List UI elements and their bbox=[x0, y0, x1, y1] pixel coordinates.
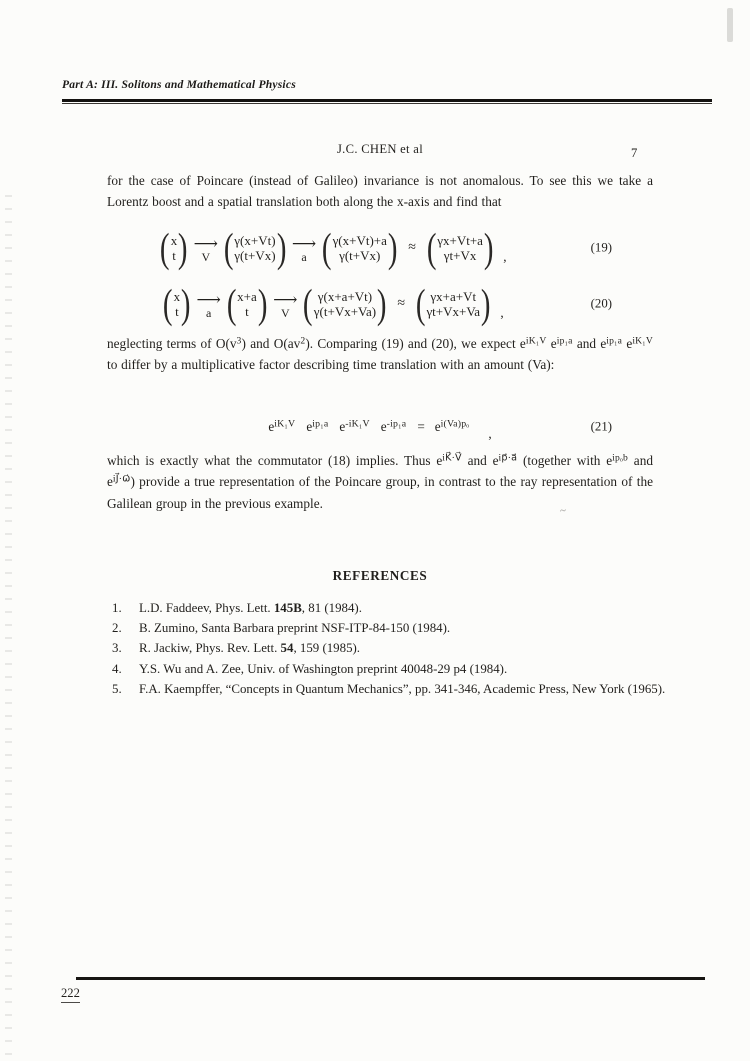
eq20-vector-2 bbox=[226, 280, 268, 327]
equation-number: (20) bbox=[590, 296, 612, 311]
paragraph-2: neglecting terms of $O(v^3)$ and $O(av^2)$. Comparing (19) and (20), we expect $e^{iK_1V}$ $e^{ip_1a}$ and $e^{ip_1a}$ $e^{iK_1V}$ to differ by a multiplicative factor describing time translation with an amount (Va): bbox=[107, 335, 653, 373]
exp-term: $e^{-ip_1a}$ bbox=[380, 418, 407, 434]
left-paren: ( bbox=[415, 280, 426, 327]
left-paren: ( bbox=[160, 224, 170, 271]
equation-number: (21) bbox=[590, 419, 612, 434]
reference-number: 2. bbox=[112, 621, 122, 636]
exp-term: $e^{-iK_1V}$ bbox=[339, 418, 370, 434]
arrow-icon: ⟶ bbox=[291, 233, 317, 253]
vector-top: γx+a+Vt bbox=[430, 288, 477, 304]
approx-sign: ≈ bbox=[397, 296, 406, 311]
reference-number: 1. bbox=[112, 601, 122, 615]
left-paren: ( bbox=[223, 224, 234, 271]
references-list bbox=[112, 601, 672, 702]
eq19-vector-3 bbox=[322, 224, 398, 271]
left-paren: ( bbox=[163, 280, 173, 327]
arrow-icon: ⟶ bbox=[196, 289, 221, 309]
arrow-label: a bbox=[205, 305, 212, 320]
vector-bottom: γ(t+Vx) bbox=[234, 248, 276, 263]
equation-20 bbox=[107, 275, 653, 333]
right-paren: ) bbox=[376, 280, 387, 327]
reference-item bbox=[112, 621, 672, 635]
references-heading: REFERENCES bbox=[332, 568, 428, 583]
vector-bottom: t bbox=[245, 304, 249, 319]
reference-text: Y.S. Wu and A. Zee, Univ. of Washington preprint 40048-29 p4 (1984). bbox=[139, 661, 508, 676]
vector-bottom: t bbox=[172, 248, 176, 263]
arrow-label: V bbox=[280, 305, 290, 320]
eq19-vector-1 bbox=[160, 224, 188, 271]
eq20-vector-1 bbox=[163, 280, 191, 327]
vector-top: γx+Vt+a bbox=[437, 232, 483, 248]
vector-bottom: t bbox=[175, 304, 179, 319]
header-rule-thick bbox=[62, 99, 712, 102]
left-paren: ( bbox=[303, 280, 313, 327]
vector-top: x+a bbox=[237, 288, 257, 304]
reference-text: L.D. Faddeev, Phys. Lett. 145B, 81 (1984). bbox=[139, 601, 362, 615]
left-paren: ( bbox=[426, 224, 437, 271]
vector-bottom: γt+Vx+Va bbox=[426, 304, 481, 319]
right-paren: ) bbox=[387, 224, 398, 271]
running-header: Part A: III. Solitons and Mathematical Physics bbox=[62, 78, 296, 91]
paragraph-3: which is exactly what the commutator (18) implies. Thus $e^{iK⃗\cdot V⃗}$ and $e^{ip⃗\cdot a⃗}$ (together with $e^{ip_ob}$ and $e^{iJ⃗\cdot\omega⃗}$) provide a true representation of the Poincare group, in contrast to the ray representation of the Galilean group in the previous example. bbox=[107, 452, 654, 511]
eq20-vector-4 bbox=[415, 280, 491, 327]
right-paren: ) bbox=[480, 280, 491, 327]
vector-top: γ(x+Vt) bbox=[234, 232, 276, 248]
vector-bottom: γt+Vx bbox=[443, 248, 477, 263]
vector-top: x bbox=[173, 288, 181, 304]
arrow-label: V bbox=[201, 249, 211, 264]
left-paren: ( bbox=[226, 280, 237, 327]
labeled-arrow bbox=[291, 233, 317, 264]
reference-text: R. Jackiw, Phys. Rev. Lett. 54, 159 (1985). bbox=[139, 641, 361, 656]
scan-artifact-top-right bbox=[727, 8, 733, 42]
equation-21 bbox=[107, 406, 653, 448]
equation-number: (19) bbox=[590, 240, 612, 255]
page-number-bottom: 222 bbox=[61, 986, 80, 1003]
reference-item bbox=[112, 662, 672, 676]
reference-item bbox=[112, 601, 672, 615]
labeled-arrow bbox=[193, 233, 218, 264]
right-paren: ) bbox=[276, 224, 286, 271]
arrow-icon: ⟶ bbox=[273, 289, 298, 309]
right-paren: ) bbox=[483, 224, 494, 271]
reference-number: 4. bbox=[112, 661, 122, 676]
right-paren: ) bbox=[180, 280, 191, 327]
reference-text: B. Zumino, Santa Barbara preprint NSF-ITP-84-150 (1984). bbox=[139, 621, 451, 636]
header-rule bbox=[62, 99, 712, 104]
right-paren: ) bbox=[178, 224, 188, 271]
equation-comma: , bbox=[503, 249, 507, 264]
header-rule-thin bbox=[62, 103, 712, 104]
labeled-arrow bbox=[273, 289, 298, 320]
approx-sign: ≈ bbox=[408, 240, 416, 255]
vector-top: γ(x+Vt)+a bbox=[332, 232, 387, 248]
arrow-label: a bbox=[301, 249, 307, 264]
exp-term: $e^{ip_1a}$ bbox=[306, 418, 329, 434]
paragraph-1: for the case of Poincare (instead of Galileo) invariance is not anomalous. To see this we take a Lorentz boost and a spatial translation both along the x-axis and find that bbox=[107, 173, 653, 210]
footer-rule bbox=[76, 977, 705, 980]
exp-term-result: $e^{i(Va)p_o}$ bbox=[434, 418, 470, 434]
author-running-head: J.C. CHEN et al bbox=[336, 142, 423, 156]
reference-item bbox=[112, 641, 672, 655]
equation-comma: , bbox=[500, 305, 504, 320]
eq19-vector-4 bbox=[426, 224, 494, 271]
equation-comma: , bbox=[488, 426, 492, 441]
arrow-icon: ⟶ bbox=[193, 233, 218, 253]
vector-bottom: γ(t+Vx) bbox=[339, 248, 381, 263]
equals-sign: = bbox=[417, 419, 425, 434]
right-paren: ) bbox=[257, 280, 268, 327]
page-number-top: 7 bbox=[631, 146, 638, 160]
left-paren: ( bbox=[322, 224, 332, 271]
reference-number: 5. bbox=[112, 681, 122, 696]
vector-bottom: γ(t+Vx+Va) bbox=[313, 304, 377, 319]
reference-number: 3. bbox=[112, 641, 122, 656]
eq20-vector-3 bbox=[303, 280, 387, 327]
eq19-vector-2 bbox=[223, 224, 286, 271]
reference-text: F.A. Kaempffer, “Concepts in Quantum Mechanics”, pp. 341-346, Academic Press, New York (1965). bbox=[139, 681, 666, 696]
scan-artifact-left-edge bbox=[5, 195, 12, 1055]
scan-artifact-squiggle: ~ bbox=[559, 504, 567, 518]
equation-19 bbox=[107, 219, 653, 277]
vector-top: γ(x+a+Vt) bbox=[317, 288, 373, 304]
vector-top: x bbox=[170, 232, 178, 248]
reference-item bbox=[112, 682, 672, 696]
labeled-arrow bbox=[196, 289, 221, 320]
exp-term: $e^{iK_1V}$ bbox=[268, 418, 296, 434]
